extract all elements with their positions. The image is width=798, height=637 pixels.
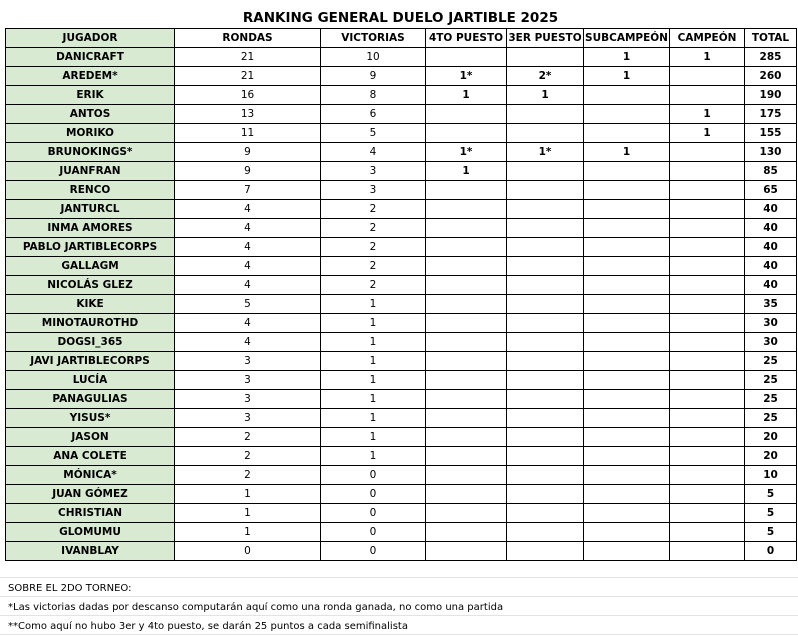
cell-subcampeon[interactable]: 1 (584, 143, 670, 162)
cell-victorias[interactable]: 1 (321, 409, 426, 428)
cell-subcampeon[interactable] (584, 314, 670, 333)
table-row (6, 276, 797, 295)
cell-total[interactable]: 285 (745, 48, 797, 67)
cell-rondas[interactable]: 3 (175, 390, 321, 409)
table-row (6, 295, 797, 314)
ranking-table (5, 28, 797, 561)
cell-jugador[interactable]: JANTURCL (6, 200, 175, 219)
cell-3er-puesto[interactable] (507, 238, 584, 257)
cell-4to-puesto[interactable] (426, 333, 507, 352)
cell-total[interactable]: 10 (745, 466, 797, 485)
cell-4to-puesto[interactable] (426, 428, 507, 447)
cell-jugador[interactable]: GLOMUMU (6, 523, 175, 542)
cell-campeon[interactable] (670, 257, 745, 276)
cell-total[interactable]: 25 (745, 390, 797, 409)
cell-rondas[interactable]: 11 (175, 124, 321, 143)
cell-campeon[interactable] (670, 333, 745, 352)
cell-jugador[interactable]: JUAN GÓMEZ (6, 485, 175, 504)
cell-total[interactable]: 20 (745, 428, 797, 447)
cell-jugador[interactable]: CHRISTIAN (6, 504, 175, 523)
table-row (6, 67, 797, 86)
cell-4to-puesto[interactable] (426, 447, 507, 466)
cell-3er-puesto[interactable] (507, 428, 584, 447)
cell-campeon[interactable]: 1 (670, 124, 745, 143)
cell-victorias[interactable]: 1 (321, 447, 426, 466)
cell-victorias[interactable]: 2 (321, 200, 426, 219)
cell-campeon[interactable] (670, 504, 745, 523)
cell-campeon[interactable] (670, 314, 745, 333)
cell-3er-puesto[interactable] (507, 504, 584, 523)
cell-subcampeon[interactable] (584, 276, 670, 295)
cell-3er-puesto[interactable] (507, 314, 584, 333)
cell-campeon[interactable] (670, 485, 745, 504)
cell-total[interactable]: 20 (745, 447, 797, 466)
cell-subcampeon[interactable] (584, 295, 670, 314)
cell-total[interactable]: 5 (745, 504, 797, 523)
note-victorias: *Las victorias dadas por descanso computarán aquí como una ronda ganada, no como una partida (8, 602, 504, 613)
cell-victorias[interactable]: 3 (321, 181, 426, 200)
cell-subcampeon[interactable] (584, 428, 670, 447)
cell-campeon[interactable] (670, 162, 745, 181)
table-row (6, 124, 797, 143)
cell-4to-puesto[interactable] (426, 238, 507, 257)
header-total[interactable]: TOTAL (745, 29, 797, 48)
header-rondas[interactable]: RONDAS (175, 29, 321, 48)
cell-subcampeon[interactable] (584, 542, 670, 561)
cell-rondas[interactable]: 4 (175, 219, 321, 238)
table-row (6, 143, 797, 162)
cell-subcampeon[interactable] (584, 333, 670, 352)
cell-3er-puesto[interactable] (507, 466, 584, 485)
cell-rondas[interactable]: 3 (175, 371, 321, 390)
cell-4to-puesto[interactable] (426, 181, 507, 200)
cell-victorias[interactable]: 4 (321, 143, 426, 162)
cell-4to-puesto[interactable]: 1 (426, 86, 507, 105)
cell-campeon[interactable] (670, 295, 745, 314)
cell-3er-puesto[interactable] (507, 124, 584, 143)
cell-3er-puesto[interactable]: 1* (507, 143, 584, 162)
cell-4to-puesto[interactable] (426, 48, 507, 67)
cell-campeon[interactable] (670, 238, 745, 257)
cell-victorias[interactable]: 9 (321, 67, 426, 86)
cell-jugador[interactable]: BRUNOKINGS* (6, 143, 175, 162)
table-row (6, 542, 797, 561)
cell-rondas[interactable]: 1 (175, 504, 321, 523)
cell-jugador[interactable]: JAVI JARTIBLECORPS (6, 352, 175, 371)
header-3er-puesto[interactable]: 3ER PUESTO (507, 29, 584, 48)
table-row (6, 390, 797, 409)
cell-subcampeon[interactable] (584, 200, 670, 219)
cell-3er-puesto[interactable] (507, 257, 584, 276)
cell-campeon[interactable] (670, 542, 745, 561)
cell-campeon[interactable] (670, 409, 745, 428)
cell-victorias[interactable]: 1 (321, 314, 426, 333)
cell-3er-puesto[interactable] (507, 371, 584, 390)
table-row (6, 485, 797, 504)
cell-3er-puesto[interactable] (507, 276, 584, 295)
cell-4to-puesto[interactable] (426, 390, 507, 409)
cell-campeon[interactable]: 1 (670, 105, 745, 124)
cell-3er-puesto[interactable] (507, 409, 584, 428)
cell-rondas[interactable]: 2 (175, 447, 321, 466)
cell-campeon[interactable] (670, 67, 745, 86)
cell-victorias[interactable]: 1 (321, 352, 426, 371)
cell-subcampeon[interactable] (584, 238, 670, 257)
cell-4to-puesto[interactable] (426, 371, 507, 390)
cell-3er-puesto[interactable] (507, 485, 584, 504)
table-row (6, 257, 797, 276)
cell-rondas[interactable]: 0 (175, 542, 321, 561)
table-row (6, 352, 797, 371)
cell-3er-puesto[interactable] (507, 295, 584, 314)
cell-total[interactable]: 40 (745, 219, 797, 238)
cell-campeon[interactable] (670, 466, 745, 485)
cell-4to-puesto[interactable] (426, 352, 507, 371)
table-row (6, 86, 797, 105)
cell-3er-puesto[interactable] (507, 200, 584, 219)
cell-3er-puesto[interactable] (507, 523, 584, 542)
cell-jugador[interactable]: GALLAGM (6, 257, 175, 276)
header-jugador[interactable]: JUGADOR (6, 29, 175, 48)
cell-victorias[interactable]: 2 (321, 238, 426, 257)
cell-campeon[interactable] (670, 219, 745, 238)
cell-total[interactable]: 260 (745, 67, 797, 86)
cell-3er-puesto[interactable]: 1 (507, 86, 584, 105)
cell-rondas[interactable]: 1 (175, 523, 321, 542)
cell-jugador[interactable]: ANA COLETE (6, 447, 175, 466)
cell-rondas[interactable]: 2 (175, 428, 321, 447)
cell-subcampeon[interactable] (584, 105, 670, 124)
cell-total[interactable]: 65 (745, 181, 797, 200)
cell-campeon[interactable] (670, 181, 745, 200)
cell-jugador[interactable]: JASON (6, 428, 175, 447)
cell-jugador[interactable]: INMA AMORES (6, 219, 175, 238)
cell-subcampeon[interactable] (584, 219, 670, 238)
table-row (6, 371, 797, 390)
cell-jugador[interactable]: MINOTAUROTHD (6, 314, 175, 333)
grid-line (0, 615, 798, 616)
cell-jugador[interactable]: MORIKO (6, 124, 175, 143)
cell-rondas[interactable]: 4 (175, 257, 321, 276)
cell-total[interactable]: 25 (745, 352, 797, 371)
cell-campeon[interactable] (670, 86, 745, 105)
cell-jugador[interactable]: PANAGULIAS (6, 390, 175, 409)
cell-victorias[interactable]: 6 (321, 105, 426, 124)
note-semifinalistas: **Como aquí no hubo 3er y 4to puesto, se darán 25 puntos a cada semifinalista (8, 621, 408, 632)
cell-subcampeon[interactable] (584, 257, 670, 276)
cell-3er-puesto[interactable] (507, 333, 584, 352)
cell-rondas[interactable]: 21 (175, 67, 321, 86)
cell-jugador[interactable]: NICOLÁS GLEZ (6, 276, 175, 295)
cell-jugador[interactable]: ANTOS (6, 105, 175, 124)
cell-rondas[interactable]: 7 (175, 181, 321, 200)
table-row (6, 48, 797, 67)
grid-line (0, 596, 798, 597)
cell-rondas[interactable]: 4 (175, 276, 321, 295)
table-row (6, 504, 797, 523)
cell-3er-puesto[interactable]: 2* (507, 67, 584, 86)
cell-3er-puesto[interactable] (507, 162, 584, 181)
cell-4to-puesto[interactable] (426, 485, 507, 504)
cell-subcampeon[interactable] (584, 409, 670, 428)
cell-victorias[interactable]: 2 (321, 257, 426, 276)
cell-total[interactable]: 5 (745, 485, 797, 504)
cell-total[interactable]: 5 (745, 523, 797, 542)
table-row (6, 333, 797, 352)
table-row (6, 105, 797, 124)
cell-victorias[interactable]: 3 (321, 162, 426, 181)
cell-rondas[interactable]: 4 (175, 238, 321, 257)
cell-4to-puesto[interactable]: 1* (426, 143, 507, 162)
cell-rondas[interactable]: 2 (175, 466, 321, 485)
cell-jugador[interactable]: JUANFRAN (6, 162, 175, 181)
cell-3er-puesto[interactable] (507, 447, 584, 466)
cell-rondas[interactable]: 1 (175, 485, 321, 504)
cell-campeon[interactable]: 1 (670, 48, 745, 67)
table-row (6, 447, 797, 466)
cell-subcampeon[interactable] (584, 447, 670, 466)
cell-3er-puesto[interactable] (507, 48, 584, 67)
cell-total[interactable]: 25 (745, 371, 797, 390)
cell-victorias[interactable]: 1 (321, 390, 426, 409)
cell-3er-puesto[interactable] (507, 390, 584, 409)
cell-victorias[interactable]: 0 (321, 523, 426, 542)
cell-rondas[interactable]: 9 (175, 162, 321, 181)
grid-line (0, 577, 798, 578)
table-row (6, 219, 797, 238)
table-row (6, 466, 797, 485)
cell-campeon[interactable] (670, 143, 745, 162)
cell-rondas[interactable]: 16 (175, 86, 321, 105)
table-row (6, 181, 797, 200)
cell-rondas[interactable]: 21 (175, 48, 321, 67)
cell-4to-puesto[interactable] (426, 295, 507, 314)
cell-victorias[interactable]: 0 (321, 466, 426, 485)
cell-total[interactable]: 155 (745, 124, 797, 143)
cell-jugador[interactable]: DOGSI_365 (6, 333, 175, 352)
cell-total[interactable]: 0 (745, 542, 797, 561)
cell-rondas[interactable]: 9 (175, 143, 321, 162)
cell-4to-puesto[interactable] (426, 276, 507, 295)
cell-victorias[interactable]: 1 (321, 333, 426, 352)
cell-4to-puesto[interactable] (426, 504, 507, 523)
table-row (6, 238, 797, 257)
cell-total[interactable]: 35 (745, 295, 797, 314)
cell-total[interactable]: 190 (745, 86, 797, 105)
cell-campeon[interactable] (670, 523, 745, 542)
cell-total[interactable]: 175 (745, 105, 797, 124)
header-row (6, 29, 797, 48)
cell-4to-puesto[interactable] (426, 466, 507, 485)
cell-total[interactable]: 40 (745, 200, 797, 219)
cell-rondas[interactable]: 3 (175, 409, 321, 428)
cell-victorias[interactable]: 0 (321, 504, 426, 523)
cell-rondas[interactable]: 3 (175, 352, 321, 371)
cell-3er-puesto[interactable] (507, 542, 584, 561)
cell-4to-puesto[interactable] (426, 124, 507, 143)
table-row (6, 314, 797, 333)
cell-4to-puesto[interactable] (426, 409, 507, 428)
cell-jugador[interactable]: IVANBLAY (6, 542, 175, 561)
cell-3er-puesto[interactable] (507, 181, 584, 200)
cell-subcampeon[interactable]: 1 (584, 48, 670, 67)
cell-jugador[interactable]: PABLO JARTIBLECORPS (6, 238, 175, 257)
cell-subcampeon[interactable]: 1 (584, 67, 670, 86)
table-row (6, 200, 797, 219)
cell-total[interactable]: 40 (745, 257, 797, 276)
cell-victorias[interactable]: 1 (321, 295, 426, 314)
cell-subcampeon[interactable] (584, 485, 670, 504)
cell-campeon[interactable] (670, 200, 745, 219)
cell-4to-puesto[interactable] (426, 314, 507, 333)
cell-campeon[interactable] (670, 371, 745, 390)
grid-line (0, 634, 798, 635)
cell-rondas[interactable]: 13 (175, 105, 321, 124)
cell-victorias[interactable]: 8 (321, 86, 426, 105)
cell-4to-puesto[interactable]: 1* (426, 67, 507, 86)
cell-subcampeon[interactable] (584, 86, 670, 105)
header-campeon[interactable]: CAMPEÓN (670, 29, 745, 48)
cell-victorias[interactable]: 0 (321, 485, 426, 504)
cell-jugador[interactable]: YISUS* (6, 409, 175, 428)
cell-4to-puesto[interactable]: 1 (426, 162, 507, 181)
cell-3er-puesto[interactable] (507, 219, 584, 238)
cell-subcampeon[interactable] (584, 162, 670, 181)
table-row (6, 523, 797, 542)
cell-3er-puesto[interactable] (507, 352, 584, 371)
cell-total[interactable]: 40 (745, 276, 797, 295)
cell-campeon[interactable] (670, 428, 745, 447)
cell-total[interactable]: 40 (745, 238, 797, 257)
cell-jugador[interactable]: MÓNICA* (6, 466, 175, 485)
header-victorias[interactable]: VICTORIAS (321, 29, 426, 48)
cell-total[interactable]: 25 (745, 409, 797, 428)
cell-total[interactable]: 130 (745, 143, 797, 162)
cell-rondas[interactable]: 4 (175, 333, 321, 352)
cell-victorias[interactable]: 10 (321, 48, 426, 67)
cell-subcampeon[interactable] (584, 124, 670, 143)
cell-jugador[interactable]: AREDEM* (6, 67, 175, 86)
table-row (6, 409, 797, 428)
header-4to-puesto[interactable]: 4TO PUESTO (426, 29, 507, 48)
cell-subcampeon[interactable] (584, 466, 670, 485)
cell-subcampeon[interactable] (584, 352, 670, 371)
cell-total[interactable]: 30 (745, 314, 797, 333)
cell-4to-puesto[interactable] (426, 105, 507, 124)
cell-4to-puesto[interactable] (426, 219, 507, 238)
cell-jugador[interactable]: ERIK (6, 86, 175, 105)
cell-campeon[interactable] (670, 447, 745, 466)
cell-total[interactable]: 30 (745, 333, 797, 352)
ranking-title: RANKING GENERAL DUELO JARTIBLE 2025 (242, 10, 559, 26)
cell-campeon[interactable] (670, 352, 745, 371)
cell-jugador[interactable]: DANICRAFT (6, 48, 175, 67)
cell-3er-puesto[interactable] (507, 105, 584, 124)
cell-victorias[interactable]: 1 (321, 371, 426, 390)
cell-campeon[interactable] (670, 390, 745, 409)
cell-4to-puesto[interactable] (426, 523, 507, 542)
cell-victorias[interactable]: 0 (321, 542, 426, 561)
cell-rondas[interactable]: 5 (175, 295, 321, 314)
cell-victorias[interactable]: 2 (321, 276, 426, 295)
cell-subcampeon[interactable] (584, 390, 670, 409)
cell-rondas[interactable]: 4 (175, 314, 321, 333)
cell-victorias[interactable]: 1 (321, 428, 426, 447)
cell-campeon[interactable] (670, 276, 745, 295)
cell-rondas[interactable]: 4 (175, 200, 321, 219)
cell-subcampeon[interactable] (584, 181, 670, 200)
cell-total[interactable]: 85 (745, 162, 797, 181)
cell-subcampeon[interactable] (584, 504, 670, 523)
cell-jugador[interactable]: RENCO (6, 181, 175, 200)
cell-victorias[interactable]: 5 (321, 124, 426, 143)
cell-victorias[interactable]: 2 (321, 219, 426, 238)
note-title: SOBRE EL 2DO TORNEO: (8, 583, 132, 594)
cell-subcampeon[interactable] (584, 523, 670, 542)
cell-jugador[interactable]: KIKE (6, 295, 175, 314)
cell-4to-puesto[interactable] (426, 200, 507, 219)
cell-jugador[interactable]: LUCÍA (6, 371, 175, 390)
header-subcampeon[interactable]: SUBCAMPEÓN (584, 29, 670, 48)
cell-subcampeon[interactable] (584, 371, 670, 390)
cell-4to-puesto[interactable] (426, 542, 507, 561)
table-row (6, 428, 797, 447)
cell-4to-puesto[interactable] (426, 257, 507, 276)
table-row (6, 162, 797, 181)
